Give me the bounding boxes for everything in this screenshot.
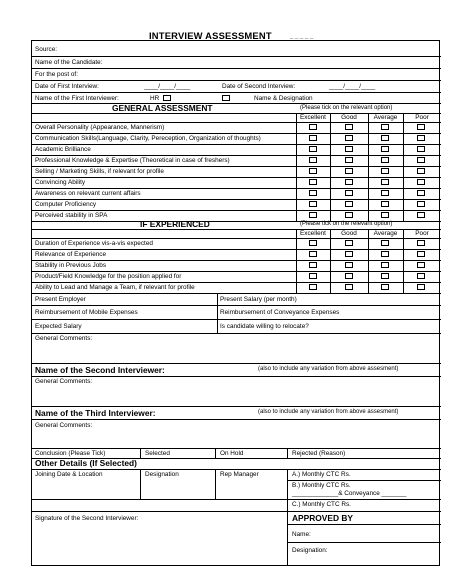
date-second-label: Date of Second Interview: [222, 83, 296, 90]
post-label: For the post of: [35, 71, 78, 78]
general-rating-checkbox[interactable] [309, 179, 317, 185]
experienced-rating-checkbox[interactable] [417, 240, 425, 246]
divider [32, 305, 441, 306]
third-comments-label: General Comments: [35, 422, 93, 429]
ctc-a-label: A.) Monthly CTC Rs. [292, 471, 351, 478]
general-rating-checkbox[interactable] [309, 146, 317, 152]
signature-label: Signature of the Second Interviewer: [35, 515, 139, 522]
divider-vertical [217, 293, 218, 333]
general-comments-label: General Comments: [35, 335, 93, 342]
page-title: INTERVIEW ASSESSMENT [149, 30, 272, 41]
divider [32, 249, 441, 250]
first-interviewer-label: Name of the First Interviewer: [35, 95, 119, 102]
divider [32, 210, 441, 211]
general-rating-checkbox[interactable] [381, 135, 389, 141]
general-rating-checkbox[interactable] [381, 201, 389, 207]
divider [32, 271, 441, 272]
divider [32, 282, 441, 283]
hr-checkbox[interactable] [163, 95, 171, 101]
divider [32, 260, 441, 261]
general-row-label: Convincing Ability [35, 179, 86, 186]
divider-vertical [140, 469, 141, 499]
general-row-label: Computer Proficiency [35, 201, 97, 208]
general-rating-checkbox[interactable] [417, 157, 425, 163]
third-interviewer-note: (also to include any variation from above assesment) [258, 409, 399, 415]
general-rating-checkbox[interactable] [417, 124, 425, 130]
general-rating-checkbox[interactable] [345, 190, 353, 196]
experienced-rating-checkbox[interactable] [309, 240, 317, 246]
divider [32, 363, 441, 364]
general-rating-checkbox[interactable] [417, 212, 425, 218]
experienced-rating-checkbox[interactable] [381, 240, 389, 246]
divider [32, 448, 441, 449]
present-salary-label: Present Salary (per month) [220, 296, 297, 303]
divider [32, 177, 441, 178]
general-rating-checkbox[interactable] [309, 157, 317, 163]
general-rating-checkbox[interactable] [417, 179, 425, 185]
divider [32, 333, 441, 334]
experienced-rating-checkbox[interactable] [417, 273, 425, 279]
general-rating-checkbox[interactable] [417, 168, 425, 174]
general-rating-checkbox[interactable] [309, 212, 317, 218]
divider [32, 199, 441, 200]
divider [32, 511, 441, 512]
general-rating-checkbox[interactable] [309, 135, 317, 141]
divider-vertical [140, 448, 141, 458]
divider-vertical [215, 448, 216, 458]
divider [32, 221, 441, 222]
general-rating-checkbox[interactable] [345, 212, 353, 218]
conclusion-selected[interactable]: Selected [145, 450, 170, 457]
experienced-column-average: Average [373, 230, 398, 237]
divider [32, 56, 441, 57]
general-rating-checkbox[interactable] [345, 179, 353, 185]
general-tick-note: (Please tick on the relevant option) [300, 105, 393, 111]
second-interviewer-note: (also to include any variation from above assesment) [258, 366, 399, 372]
divider [32, 376, 441, 377]
divider [287, 524, 441, 525]
divider [287, 480, 441, 481]
experienced-row-label: Relevance of Experience [35, 251, 107, 258]
title-dashes: _ _ _ _ _ [290, 33, 314, 39]
candidate-label: Name of the Candidate: [35, 59, 103, 66]
divider [32, 144, 441, 145]
divider [32, 319, 441, 320]
general-rating-checkbox[interactable] [381, 168, 389, 174]
general-rating-checkbox[interactable] [417, 201, 425, 207]
general-row-label: Selling / Marketing Skills, if relevant for profile [35, 168, 164, 175]
divider [32, 80, 441, 81]
experienced-tick-note: (Please tick on the relevant option) [300, 221, 393, 227]
general-rating-checkbox[interactable] [381, 190, 389, 196]
divider-vertical [296, 113, 297, 221]
general-row-label: Communication Skills(Language, Clarity, Pereception, Organization of thoughts) [35, 135, 261, 142]
other-details-heading: Other Details (If Selected) [35, 458, 137, 468]
date-second-blank[interactable]: ____/____/____ [329, 83, 376, 90]
designation-label: Designation [145, 471, 179, 478]
general-rating-checkbox[interactable] [345, 135, 353, 141]
experienced-rating-checkbox[interactable] [345, 262, 353, 268]
divider-vertical [296, 229, 297, 293]
experienced-rating-checkbox[interactable] [417, 284, 425, 290]
divider-vertical [403, 113, 404, 221]
divider [32, 238, 441, 239]
approver-name-label: Name: [292, 531, 311, 538]
experienced-rating-checkbox[interactable] [309, 273, 317, 279]
general-rating-checkbox[interactable] [345, 124, 353, 130]
divider-vertical [368, 229, 369, 293]
general-rating-checkbox[interactable] [381, 179, 389, 185]
general-rating-checkbox[interactable] [345, 168, 353, 174]
experienced-rating-checkbox[interactable] [309, 284, 317, 290]
approved-by-heading: APPROVED BY [292, 513, 353, 523]
date-first-blank[interactable]: ____/____/____ [144, 83, 191, 90]
experienced-column-poor: Poor [415, 230, 429, 237]
second-comments-label: General Comments: [35, 378, 93, 385]
divider [32, 419, 441, 420]
divider [32, 68, 441, 69]
ctc-b-conveyance: _____________& Conveyance _______ [292, 490, 407, 497]
general-rating-checkbox[interactable] [417, 190, 425, 196]
divider-vertical [287, 469, 288, 565]
divider [32, 166, 441, 167]
experienced-rating-checkbox[interactable] [345, 251, 353, 257]
general-row-label: Awareness on relevant current affairs [35, 190, 141, 197]
general-heading: GENERAL ASSESSMENT [112, 103, 213, 113]
name-designation-label: Name & Designation [254, 95, 313, 102]
experienced-rating-checkbox[interactable] [381, 273, 389, 279]
divider [32, 188, 441, 189]
divider-vertical [215, 469, 216, 499]
general-rating-checkbox[interactable] [417, 135, 425, 141]
general-rating-checkbox[interactable] [309, 124, 317, 130]
general-rating-checkbox[interactable] [309, 190, 317, 196]
joining-label: Joining Date & Location [35, 471, 103, 478]
present-employer-label: Present Employer [35, 296, 86, 303]
general-rating-checkbox[interactable] [345, 157, 353, 163]
general-rating-checkbox[interactable] [381, 157, 389, 163]
divider-vertical [368, 113, 369, 221]
general-rating-checkbox[interactable] [381, 146, 389, 152]
rep-manager-label: Rep Manager [220, 471, 259, 478]
experienced-row-label: Product/Field Knowledge for the position applied for [35, 273, 182, 280]
divider-vertical [403, 229, 404, 293]
experienced-row-label: Ability to Lead and Manage a Team, if relevant for profile [35, 284, 195, 291]
approver-designation-label: Designation: [292, 547, 328, 554]
source-label: Source: [35, 46, 58, 53]
general-rating-checkbox[interactable] [381, 124, 389, 130]
divider [32, 92, 441, 93]
ctc-c-label: C.) Monthly CTC Rs. [292, 501, 351, 508]
general-row-label: Overall Personality (Appearance, Mannerism) [35, 124, 165, 131]
experienced-column-excellent: Excellent [300, 230, 326, 237]
divider [32, 469, 441, 470]
divider [32, 103, 441, 104]
general-rating-checkbox[interactable] [345, 146, 353, 152]
divider [32, 293, 441, 294]
general-column-good: Good [341, 114, 357, 121]
divider [32, 155, 441, 156]
name-checkbox[interactable] [222, 95, 230, 101]
experienced-rating-checkbox[interactable] [417, 251, 425, 257]
general-rating-checkbox[interactable] [381, 212, 389, 218]
experienced-heading: IF EXPERIENCED [140, 219, 210, 229]
experienced-rating-checkbox[interactable] [345, 284, 353, 290]
divider [32, 406, 441, 407]
general-row-label: Perceived stability in SPA [35, 212, 108, 219]
experienced-row-label: Duration of Experience vis-a-vis expected [35, 240, 153, 247]
reimb-mobile-label: Reimbursement of Mobile Expenses [35, 309, 138, 316]
divider-vertical [330, 229, 331, 293]
experienced-rating-checkbox[interactable] [345, 273, 353, 279]
experienced-rating-checkbox[interactable] [381, 284, 389, 290]
general-column-excellent: Excellent [300, 114, 326, 121]
general-column-average: Average [373, 114, 398, 121]
conclusion-rejected[interactable]: Rejected (Reason) [292, 450, 346, 457]
divider [32, 122, 441, 123]
ctc-b-label: B.) Monthly CTC Rs. [292, 482, 351, 489]
experienced-rating-checkbox[interactable] [309, 262, 317, 268]
divider [287, 542, 441, 543]
divider-vertical [287, 448, 288, 458]
general-row-label: Professional Knowledge & Expertise (Theoretical in case of freshers) [35, 157, 230, 164]
divider [32, 133, 441, 134]
general-rating-checkbox[interactable] [345, 201, 353, 207]
experienced-rating-checkbox[interactable] [345, 240, 353, 246]
experienced-rating-checkbox[interactable] [417, 262, 425, 268]
second-interviewer-heading: Name of the Second Interviewer: [35, 365, 165, 375]
expected-salary-label: Expected Salary [35, 323, 82, 330]
conclusion-on-hold[interactable]: On Hold [220, 450, 244, 457]
relocate-label: Is candidate willing to relocate? [220, 323, 309, 330]
general-rating-checkbox[interactable] [309, 168, 317, 174]
hr-label: HR [150, 95, 160, 102]
experienced-column-good: Good [341, 230, 357, 237]
general-row-label: Academic Brilliance [35, 146, 91, 153]
assessment-form [31, 40, 440, 566]
general-rating-checkbox[interactable] [417, 146, 425, 152]
general-column-poor: Poor [415, 114, 429, 121]
experienced-rating-checkbox[interactable] [381, 251, 389, 257]
general-rating-checkbox[interactable] [309, 201, 317, 207]
divider [32, 499, 441, 500]
reimb-conveyance-label: Reimbursement of Conveyance Expenses [220, 309, 340, 316]
conclusion-label: Conclusion (Please Tick) [35, 450, 106, 457]
experienced-row-label: Stability in Previous Jobs [35, 262, 107, 269]
experienced-rating-checkbox[interactable] [309, 251, 317, 257]
divider-vertical [330, 113, 331, 221]
experienced-rating-checkbox[interactable] [381, 262, 389, 268]
date-first-label: Date of First Interview: [35, 83, 99, 90]
third-interviewer-heading: Name of the Third Interviewer: [35, 408, 156, 418]
